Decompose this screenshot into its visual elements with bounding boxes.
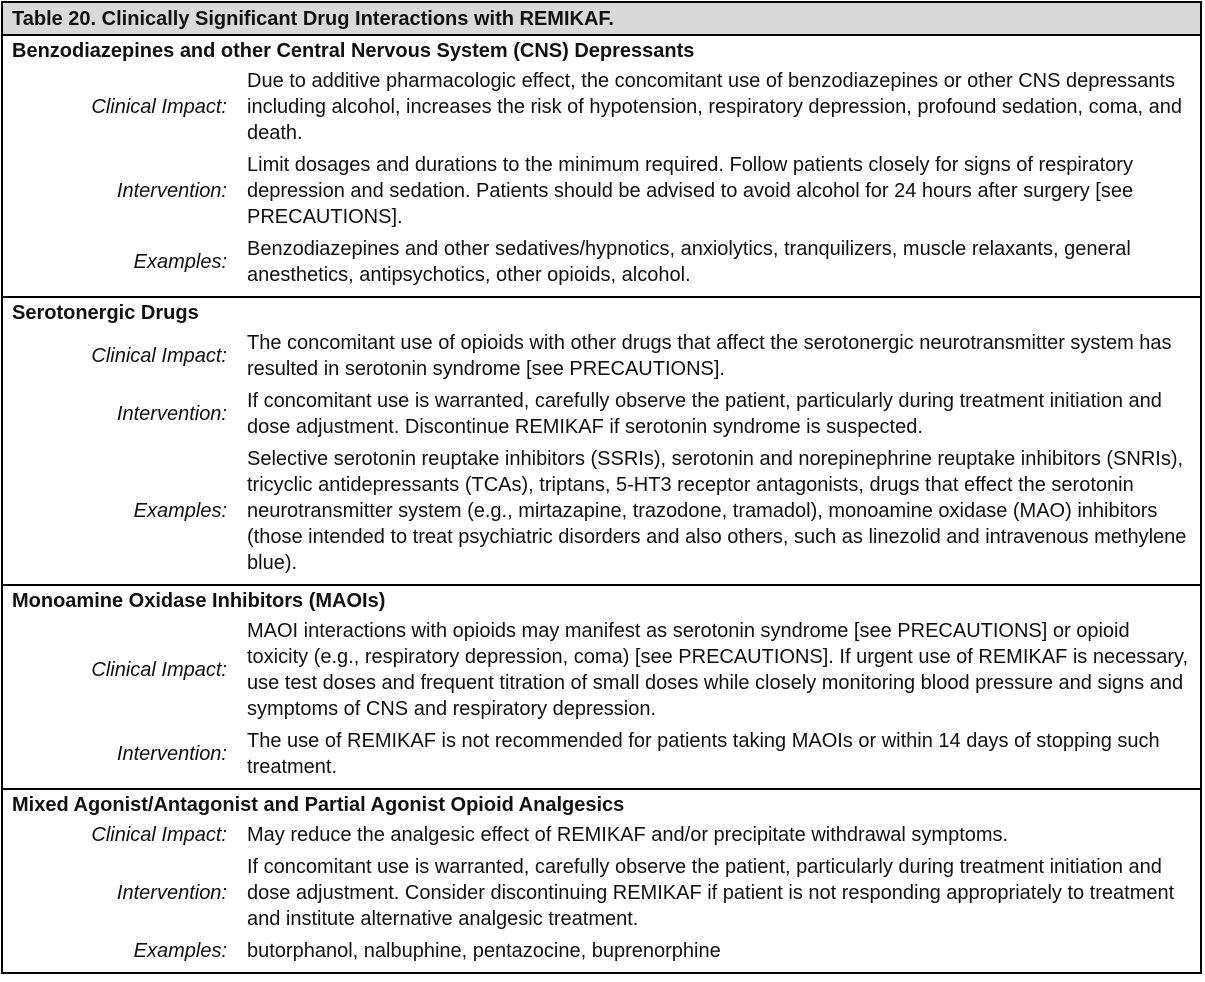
table-row [3,150,1200,234]
table-title: Table 20. Clinically Significant Drug Interactions with REMIKAF. [3,3,1200,36]
row-text: Due to additive pharmacologic effect, the concomitant use of benzodiazepines or other CNS depressants including alcohol, increases the risk of hypotension, respiratory depression, profound sedation, coma, and death. [247,70,1182,144]
row-label: Intervention: [116,882,227,904]
row-label: Examples: [133,251,227,273]
section-maois [3,586,1200,790]
table-row [3,852,1200,936]
section-title: Monoamine Oxidase Inhibitors (MAOIs) [12,590,386,612]
row-text: Limit dosages and durations to the minimum required. Follow patients closely for signs of respiratory depression and sedation. Patients should be advised to avoid alcohol for 24 hours after surgery [see PRECAUTIONS]. [247,154,1134,228]
drug-interactions-table [1,1,1202,974]
row-text: The concomitant use of opioids with other drugs that affect the serotonergic neurotransmitter system has resulted in serotonin syndrome [see PRECAUTIONS]. [247,332,1172,380]
section-mixed-agonist-antagonist [3,790,1200,972]
row-label: Examples: [133,940,227,962]
section-title: Mixed Agonist/Antagonist and Partial Agonist Opioid Analgesics [12,794,625,816]
table-row [3,328,1200,386]
row-text: The use of REMIKAF is not recommended for patients taking MAOIs or within 14 days of stopping such treatment. [247,730,1160,778]
section-title: Serotonergic Drugs [12,302,199,324]
row-label: Intervention: [116,403,227,425]
section-serotonergic-drugs [3,298,1200,586]
table-row [3,386,1200,444]
table-row [3,444,1200,580]
row-label: Intervention: [116,180,227,202]
table-row [3,616,1200,726]
row-text: Selective serotonin reuptake inhibitors (SSRIs), serotonin and norepinephrine reuptake inhibitors (SNRIs), tricyclic antidepressants (TCAs), triptans, 5-HT3 receptor antagonists, drugs that effect the serotonin neurotransmitter system (e.g., mirtazapine, trazodone, tramadol), monoamine oxidase (MAO) inhibitors (those intended to treat psychiatric disorders and also others, such as linezolid and intravenous methylene blue). [247,448,1187,574]
row-text: May reduce the analgesic effect of REMIKAF and/or precipitate withdrawal symptoms. [247,824,1009,846]
row-text: MAOI interactions with opioids may manifest as serotonin syndrome [see PRECAUTIONS] or opioid toxicity (e.g., respiratory depression, coma) [see PRECAUTIONS]. If urgent use of REMIKAF is necessary, use test doses and frequent titration of small doses while closely monitoring blood pressure and signs and symptoms of CNS and respiratory depression. [247,620,1189,720]
row-label: Clinical Impact: [91,96,227,118]
row-text: If concomitant use is warranted, carefully observe the patient, particularly during treatment initiation and dose adjustment. Discontinue REMIKAF if serotonin syndrome is suspected. [247,390,1162,438]
table-row [3,234,1200,292]
table-row [3,936,1200,968]
row-text: butorphanol, nalbuphine, pentazocine, buprenorphine [247,940,721,962]
row-label: Examples: [133,500,227,522]
row-label: Clinical Impact: [91,345,227,367]
table-row [3,820,1200,852]
row-label: Intervention: [116,743,227,765]
section-title: Benzodiazepines and other Central Nervous System (CNS) Depressants [12,40,695,62]
row-text: If concomitant use is warranted, carefully observe the patient, particularly during treatment initiation and dose adjustment. Consider discontinuing REMIKAF if patient is not responding appropriately to treatment and institute alternative analgesic treatment. [247,856,1175,930]
section-cns-depressants [3,36,1200,298]
table-row [3,726,1200,784]
row-label: Clinical Impact: [91,659,227,681]
row-text: Benzodiazepines and other sedatives/hypnotics, anxiolytics, tranquilizers, muscle relaxants, general anesthetics, antipsychotics, other opioids, alcohol. [247,238,1131,286]
row-label: Clinical Impact: [91,824,227,846]
table-row [3,66,1200,150]
